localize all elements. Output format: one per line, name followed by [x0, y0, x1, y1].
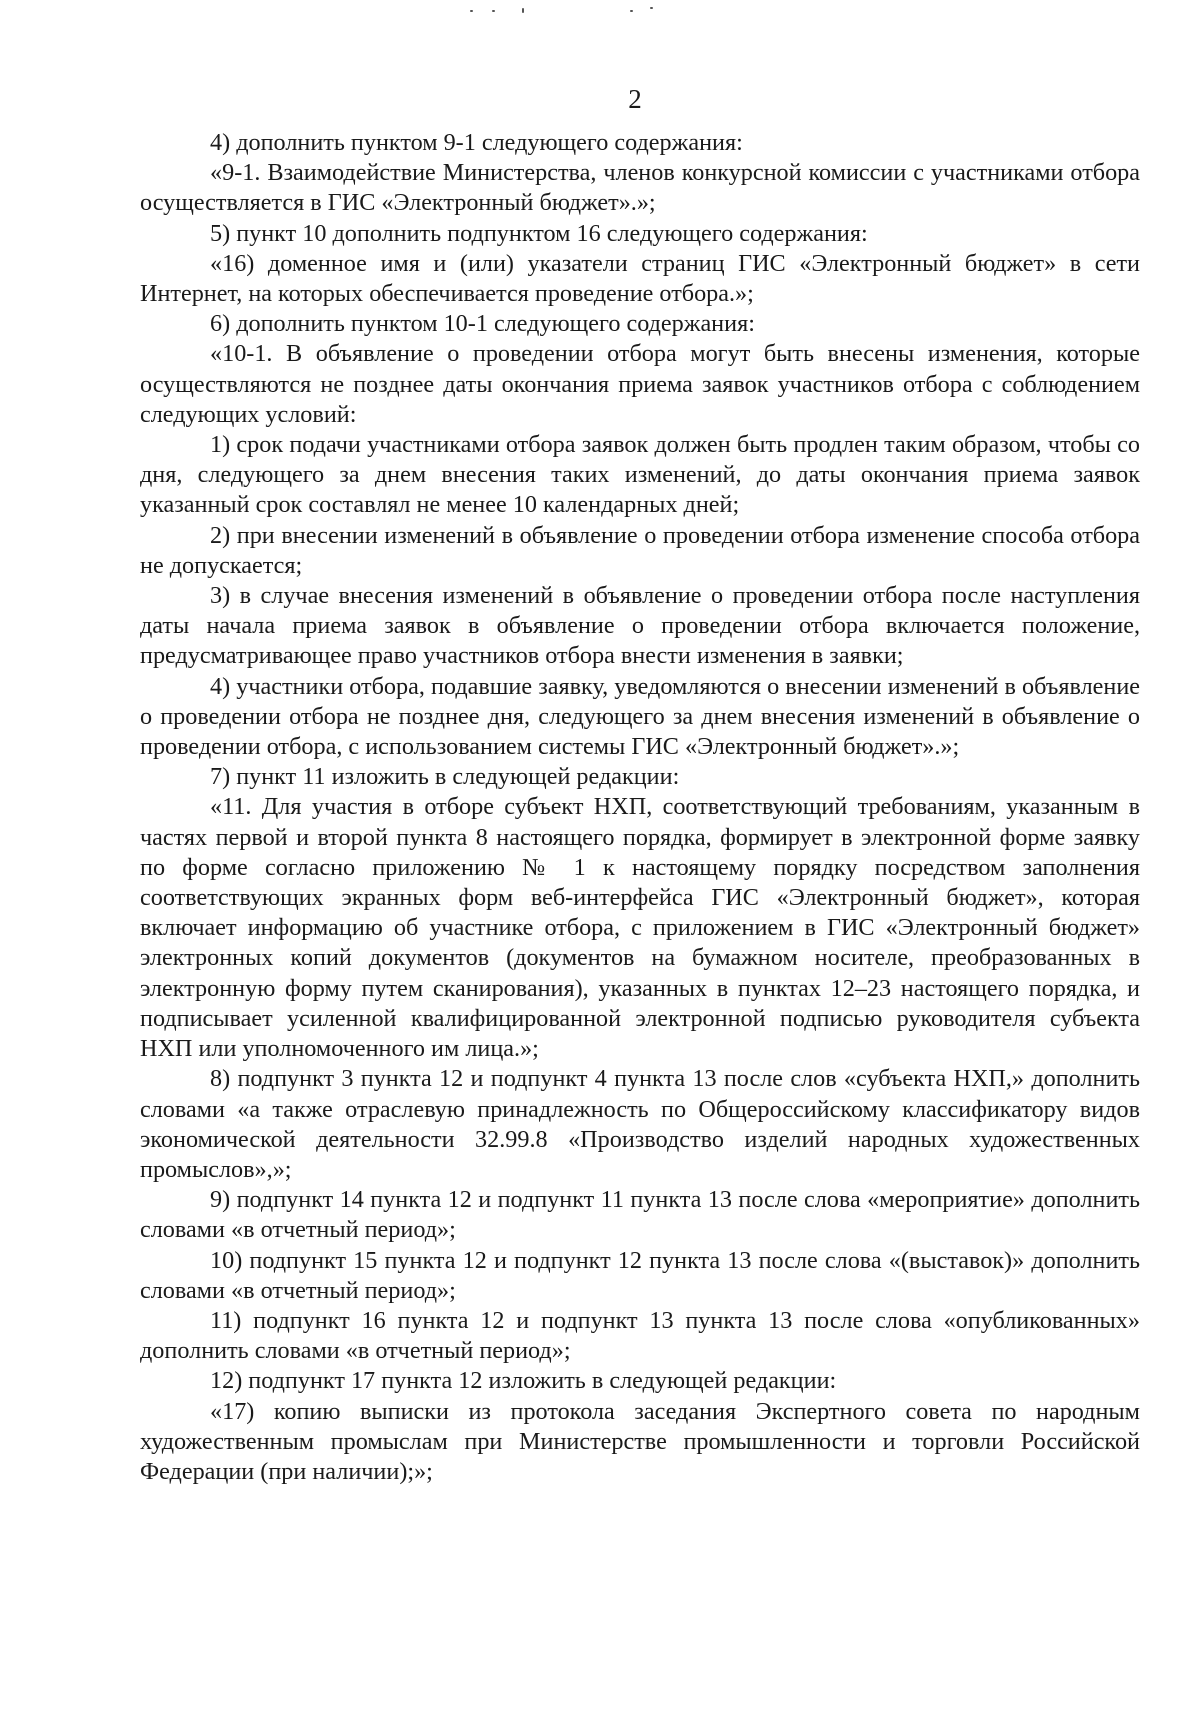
paragraph: 11) подпункт 16 пункта 12 и подпункт 13 пункта 13 после слова «опубликованных» дополнить словами «в отчетный период»; [140, 1306, 1140, 1365]
paragraph: «10-1. В объявление о проведении отбора могут быть внесены изменения, которые осуществляются не позднее даты окончания приема заявок участников отбора с соблюдением следующих условий: [140, 340, 1140, 428]
paragraph: 8) подпункт 3 пункта 12 и подпункт 4 пункта 13 после слов «субъекта НХП,» дополнить словами «а также отраслевую принадлежность по Общероссийскому классификатору видов экономической деятельности 32.99.8 «Производство изделий народных художественных промыслов»,»; [140, 1065, 1140, 1183]
paragraph: 3) в случае внесения изменений в объявление о проведении отбора после наступления даты начала приема заявок в объявление о проведении отбора включается положение, предусматривающее право участников отбора внести изменения в заявки; [140, 582, 1140, 670]
page-number: 2 [628, 84, 642, 114]
paragraph: 4) дополнить пунктом 9-1 следующего содержания: [210, 129, 743, 156]
paragraph: «9-1. Взаимодействие Министерства, членов конкурсной комиссии с участниками отбора осуществляется в ГИС «Электронный бюджет».»; [140, 159, 1140, 217]
paragraph: «17) копию выписки из протокола заседания Экспертного совета по народным художественным промыслам при Министерстве промышленности и торговли Российской Федерации (при наличии);»; [140, 1397, 1140, 1485]
paragraph: 4) участники отбора, подавшие заявку, уведомляются о внесении изменений в объявление о проведении отбора не позднее дня, следующего за днем внесения изменений в объявление о проведении отбора, с использованием системы ГИС «Электронный бюджет».»; [140, 672, 1140, 761]
paragraph: 1) срок подачи участниками отбора заявок должен быть продлен таким образом, чтобы со дня, следующего за днем внесения таких изменений, до даты окончания приема заявок указанный срок составлял не менее 10 календарных дней; [140, 431, 1140, 519]
paragraph: 12) подпункт 17 пункта 12 изложить в следующей редакции: [210, 1367, 837, 1395]
paragraph: 10) подпункт 15 пункта 12 и подпункт 12 пункта 13 после слова «(выставок)» дополнить словами «в отчетный период»; [140, 1246, 1140, 1304]
paragraph: 6) дополнить пунктом 10-1 следующего содержания: [210, 310, 755, 338]
paragraph: 2) при внесении изменений в объявление о проведении отбора изменение способа отбора не допускается; [140, 521, 1140, 579]
paragraph: 7) пункт 11 изложить в следующей редакции: [210, 763, 680, 791]
scan-artifacts [460, 6, 720, 16]
paragraph: «16) доменное имя и (или) указатели страниц ГИС «Электронный бюджет» в сети Интернет, на которых обеспечивается проведение отбора.»; [140, 249, 1140, 308]
paragraph: 5) пункт 10 дополнить подпунктом 16 следующего содержания: [210, 219, 868, 247]
paragraph: 9) подпункт 14 пункта 12 и подпункт 11 пункта 13 после слова «мероприятие» дополнить словами «в отчетный период»; [140, 1186, 1140, 1244]
paragraph: «11. Для участия в отборе субъект НХП, соответствующий требованиям, указанным в частях первой и второй пункта 8 настоящего порядка, формирует в электронной форме заявку по форме согласно приложению № 1 к настоящему порядку посредством заполнения соответствующих экранных форм веб-интерфейса ГИС «Электронный бюджет», которая включает информацию об участнике отбора, с приложением в ГИС «Электронный бюджет» электронных копий документов (документов на бумажном носителе, преобразованных в электронную форму путем сканирования), указанных в пунктах 12–23 настоящего порядка, и подписывает усиленной квалифицированной электронной подписью руководителя субъекта НХП или уполномоченного им лица.»; [140, 793, 1140, 1063]
document-body [140, 128, 1140, 1487]
